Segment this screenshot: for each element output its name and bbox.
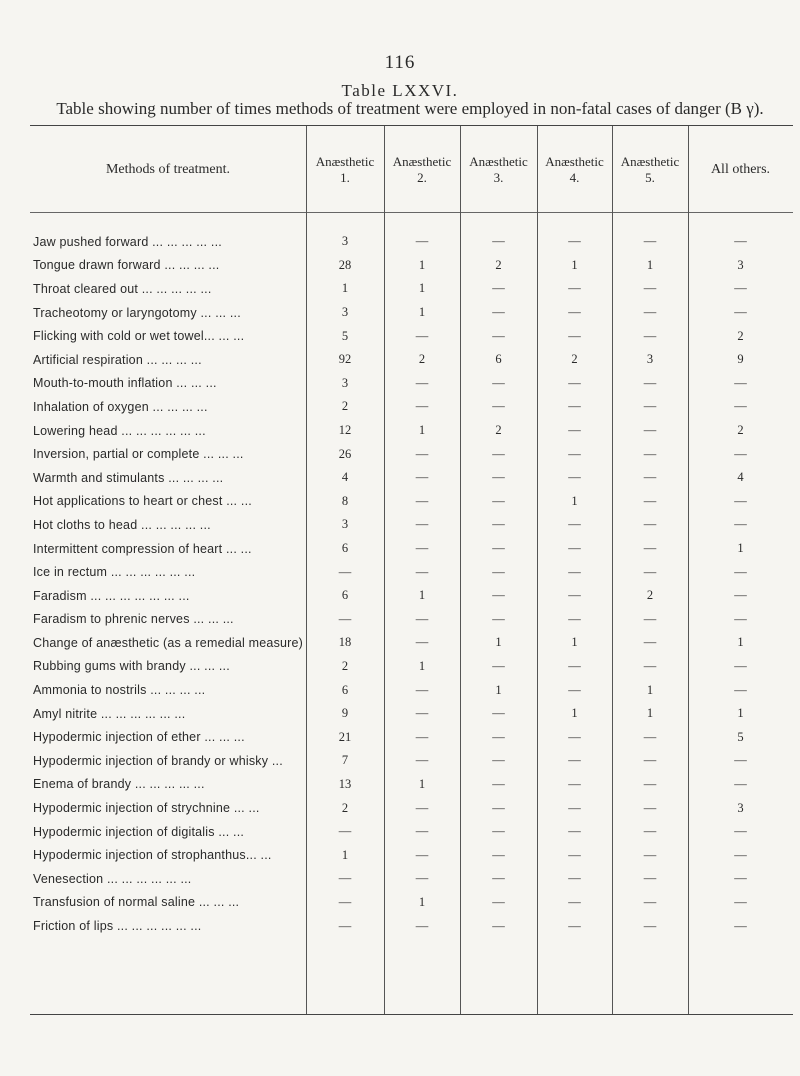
value-cell: — — [415, 729, 429, 744]
value-cell: 1 — [418, 776, 426, 791]
table-row — [30, 891, 793, 915]
value-cell: 1 — [737, 706, 744, 721]
value-cell: — — [734, 305, 747, 320]
value-cell: 9 — [341, 706, 349, 721]
table-row — [30, 466, 793, 490]
value-cell: — — [643, 305, 657, 320]
value-cell: — — [492, 706, 505, 721]
value-cell: 6 — [341, 682, 349, 697]
value-cell: — — [734, 871, 747, 886]
value-cell: 6 — [495, 352, 502, 367]
table-row — [30, 914, 793, 938]
method-label: Lowering head ... ... ... ... ... ... — [33, 423, 206, 438]
value-cell: 6 — [341, 588, 349, 603]
value-cell: — — [734, 611, 747, 626]
value-cell: — — [415, 706, 429, 721]
table-top-rule — [30, 125, 793, 126]
table-row — [30, 773, 793, 797]
value-cell: 1 — [571, 257, 578, 272]
value-cell: — — [492, 564, 505, 579]
value-cell: — — [568, 446, 581, 461]
value-cell: — — [415, 328, 429, 343]
table-row — [30, 678, 793, 702]
value-cell: — — [492, 800, 505, 815]
method-label: Friction of lips ... ... ... ... ... ... — [33, 919, 202, 934]
value-cell: — — [734, 918, 747, 933]
value-cell: 3 — [737, 800, 744, 815]
value-cell: — — [734, 564, 747, 579]
method-label: Mouth-to-mouth inflation ... ... ... — [33, 376, 217, 391]
value-cell: 1 — [418, 305, 426, 320]
value-cell: — — [415, 517, 429, 532]
method-label: Enema of brandy ... ... ... ... ... — [33, 777, 205, 792]
value-cell: 2 — [495, 257, 502, 272]
method-label: Hot cloths to head ... ... ... ... ... — [33, 517, 211, 532]
value-cell: 4 — [341, 470, 349, 485]
value-cell: — — [338, 918, 352, 933]
value-cell: — — [643, 328, 657, 343]
value-cell: — — [338, 564, 352, 579]
value-cell: — — [568, 611, 581, 626]
value-cell: 3 — [341, 305, 349, 320]
table-row — [30, 796, 793, 820]
value-cell: — — [734, 894, 747, 909]
table-row — [30, 442, 793, 466]
value-cell: — — [568, 588, 581, 603]
method-label: Warmth and stimulants ... ... ... ... — [33, 470, 224, 485]
method-label: Ice in rectum ... ... ... ... ... ... — [33, 565, 196, 580]
value-cell: — — [643, 611, 657, 626]
value-cell: 8 — [341, 493, 349, 508]
value-cell: — — [643, 281, 657, 296]
table-row — [30, 631, 793, 655]
method-label: Transfusion of normal saline ... ... ... — [33, 895, 240, 910]
value-cell: — — [415, 635, 429, 650]
value-cell: — — [338, 894, 352, 909]
value-cell: 2 — [737, 423, 744, 438]
value-cell: — — [492, 918, 505, 933]
value-cell: — — [643, 564, 657, 579]
method-label: Hot applications to heart or chest ... ... — [33, 494, 252, 509]
value-cell: 1 — [341, 281, 349, 296]
value-cell: — — [568, 305, 581, 320]
value-cell: — — [415, 541, 429, 556]
value-cell: 13 — [338, 776, 352, 791]
value-cell: — — [568, 894, 581, 909]
table-row — [30, 820, 793, 844]
value-cell: — — [568, 729, 581, 744]
table-row — [30, 702, 793, 726]
value-cell: 7 — [341, 753, 349, 768]
value-cell: — — [492, 894, 505, 909]
value-cell: — — [643, 729, 657, 744]
value-cell: — — [415, 564, 429, 579]
value-cell: — — [492, 871, 505, 886]
value-cell: — — [643, 399, 657, 414]
value-cell: — — [415, 234, 429, 249]
value-cell: — — [492, 847, 505, 862]
value-cell: — — [415, 800, 429, 815]
value-cell: — — [492, 776, 505, 791]
table-row — [30, 584, 793, 608]
value-cell: 1 — [418, 423, 426, 438]
method-label: Venesection ... ... ... ... ... ... — [33, 871, 192, 886]
value-cell: — — [734, 658, 747, 673]
value-cell: — — [643, 847, 657, 862]
table-title: Table LXXVI. — [341, 81, 459, 100]
value-cell: — — [568, 800, 581, 815]
table-row — [30, 513, 793, 537]
value-cell: — — [643, 824, 657, 839]
value-cell: — — [568, 375, 581, 390]
value-cell: 3 — [341, 234, 349, 249]
table-row — [30, 725, 793, 749]
table-bottom-rule — [30, 1014, 793, 1015]
value-cell: — — [734, 234, 747, 249]
value-cell: 2 — [571, 352, 578, 367]
value-cell: 1 — [646, 706, 654, 721]
value-cell: — — [568, 399, 581, 414]
value-cell: — — [643, 918, 657, 933]
value-cell: — — [492, 446, 505, 461]
table-row — [30, 419, 793, 443]
value-cell: 1 — [418, 588, 426, 603]
value-cell: 12 — [338, 423, 352, 438]
method-label: Tongue drawn forward ... ... ... ... — [33, 258, 220, 273]
value-cell: — — [492, 470, 505, 485]
value-cell: 1 — [737, 635, 744, 650]
value-cell: 6 — [341, 541, 349, 556]
value-cell: 1 — [571, 493, 578, 508]
value-cell: — — [643, 871, 657, 886]
value-cell: — — [734, 753, 747, 768]
value-cell: 1 — [571, 635, 578, 650]
value-cell: — — [492, 281, 505, 296]
value-cell: — — [338, 871, 352, 886]
table-row — [30, 277, 793, 301]
value-cell: — — [568, 682, 581, 697]
method-label: Tracheotomy or laryngotomy ... ... ... — [33, 305, 241, 320]
method-label: Change of anæsthetic (as a remedial measure) — [33, 635, 304, 650]
value-cell: — — [492, 588, 505, 603]
value-cell: — — [734, 847, 747, 862]
column-header-anaesthetic-1: Anæsthetic 1. — [315, 154, 375, 185]
value-cell: — — [338, 824, 352, 839]
value-cell: — — [643, 894, 657, 909]
value-cell: 18 — [338, 635, 352, 650]
method-label: Rubbing gums with brandy ... ... ... — [33, 659, 230, 674]
value-cell: — — [492, 729, 505, 744]
value-cell: — — [734, 776, 747, 791]
value-cell: — — [492, 375, 505, 390]
method-label: Inversion, partial or complete ... ... ... — [33, 447, 244, 462]
table-row — [30, 395, 793, 419]
value-cell: — — [415, 611, 429, 626]
value-cell: 3 — [646, 352, 654, 367]
value-cell: 1 — [571, 706, 578, 721]
method-label: Amyl nitrite ... ... ... ... ... ... — [33, 706, 186, 721]
method-label: Jaw pushed forward ... ... ... ... ... — [33, 234, 222, 249]
method-label: Intermittent compression of heart ... ... — [33, 541, 252, 556]
value-cell: 1 — [646, 257, 654, 272]
value-cell: — — [492, 611, 505, 626]
table-row — [30, 537, 793, 561]
column-header-anaesthetic-4: Anæsthetic 4. — [545, 154, 604, 185]
value-cell: — — [734, 517, 747, 532]
value-cell: — — [643, 234, 657, 249]
value-cell: 1 — [495, 682, 502, 697]
value-cell: 3 — [341, 375, 349, 390]
value-cell: — — [568, 564, 581, 579]
table-body — [30, 230, 793, 938]
value-cell: — — [643, 753, 657, 768]
value-cell: — — [415, 824, 429, 839]
value-cell: — — [643, 423, 657, 438]
table-row — [30, 372, 793, 396]
value-cell: — — [643, 517, 657, 532]
value-cell: — — [734, 375, 747, 390]
value-cell: — — [492, 541, 505, 556]
value-cell: — — [338, 611, 352, 626]
value-cell: — — [734, 493, 747, 508]
value-cell: — — [643, 493, 657, 508]
value-cell: — — [492, 328, 505, 343]
value-cell: 2 — [341, 658, 349, 673]
value-cell: — — [415, 446, 429, 461]
value-cell: 1 — [418, 281, 426, 296]
method-label: Throat cleared out ... ... ... ... ... — [33, 281, 212, 296]
value-cell: — — [643, 776, 657, 791]
value-cell: — — [415, 871, 429, 886]
method-label: Hypodermic injection of brandy or whisky ... — [33, 753, 283, 768]
value-cell: — — [568, 847, 581, 862]
value-cell: — — [415, 753, 429, 768]
value-cell: — — [415, 682, 429, 697]
value-cell: 1 — [737, 541, 744, 556]
method-label: Hypodermic injection of strychnine ... ... — [33, 801, 260, 816]
table-row — [30, 230, 793, 254]
table-row — [30, 560, 793, 584]
methods-header: Methods of treatment. — [105, 162, 231, 177]
table-row — [30, 867, 793, 891]
value-cell: — — [568, 517, 581, 532]
header-rule — [30, 212, 793, 213]
value-cell: — — [734, 399, 747, 414]
value-cell: 2 — [646, 588, 654, 603]
column-header-anaesthetic-2: Anæsthetic 2. — [392, 154, 452, 185]
table-row — [30, 608, 793, 632]
value-cell: — — [568, 328, 581, 343]
value-cell: — — [568, 753, 581, 768]
value-cell: — — [734, 446, 747, 461]
value-cell: — — [734, 824, 747, 839]
value-cell: 1 — [341, 847, 349, 862]
column-header-anaesthetic-3: Anæsthetic 3. — [469, 154, 528, 185]
method-label: Inhalation of oxygen ... ... ... ... — [33, 399, 208, 414]
method-label: Hypodermic injection of ether ... ... ... — [33, 730, 245, 745]
value-cell: — — [492, 234, 505, 249]
value-cell: — — [568, 918, 581, 933]
value-cell: 1 — [495, 635, 502, 650]
value-cell: 4 — [737, 470, 744, 485]
method-label: Flicking with cold or wet towel... ... ... — [33, 329, 245, 344]
value-cell: 2 — [495, 423, 502, 438]
value-cell: — — [492, 753, 505, 768]
value-cell: — — [492, 399, 505, 414]
value-cell: — — [568, 658, 581, 673]
column-header-all-others: All others. — [710, 162, 771, 177]
value-cell: 1 — [418, 894, 426, 909]
value-cell: 28 — [338, 257, 352, 272]
value-cell: 3 — [341, 517, 349, 532]
value-cell: — — [492, 658, 505, 673]
table-row — [30, 490, 793, 514]
method-label: Ammonia to nostrils ... ... ... ... — [33, 683, 206, 698]
page-number: 116 — [384, 52, 416, 73]
value-cell: — — [568, 824, 581, 839]
value-cell: — — [568, 423, 581, 438]
value-cell: 5 — [341, 328, 349, 343]
value-cell: — — [643, 541, 657, 556]
value-cell: — — [643, 635, 657, 650]
value-cell: 9 — [737, 352, 744, 367]
value-cell: 2 — [737, 328, 744, 343]
value-cell: — — [643, 375, 657, 390]
value-cell: 1 — [418, 257, 426, 272]
value-cell: 21 — [338, 729, 352, 744]
value-cell: — — [415, 399, 429, 414]
value-cell: — — [415, 470, 429, 485]
value-cell: — — [643, 470, 657, 485]
method-label: Faradism ... ... ... ... ... ... ... — [33, 588, 190, 603]
value-cell: — — [568, 776, 581, 791]
value-cell: — — [568, 234, 581, 249]
method-label: Hypodermic injection of digitalis ... ... — [33, 824, 245, 839]
table-row — [30, 843, 793, 867]
value-cell: — — [643, 800, 657, 815]
value-cell: 5 — [737, 729, 744, 744]
value-cell: 1 — [646, 682, 654, 697]
table-row — [30, 301, 793, 325]
method-label: Hypodermic injection of strophanthus... ... — [33, 848, 272, 863]
value-cell: — — [492, 824, 505, 839]
value-cell: — — [492, 517, 505, 532]
value-cell: 2 — [341, 800, 349, 815]
table-row — [30, 749, 793, 773]
value-cell: — — [415, 493, 429, 508]
value-cell: — — [568, 871, 581, 886]
value-cell: — — [734, 682, 747, 697]
value-cell: — — [734, 588, 747, 603]
table-row — [30, 655, 793, 679]
value-cell: — — [643, 446, 657, 461]
value-cell: 92 — [338, 352, 352, 367]
value-cell: — — [415, 918, 429, 933]
method-label: Artificial respiration ... ... ... ... — [33, 352, 202, 367]
value-cell: — — [734, 281, 747, 296]
table-row — [30, 324, 793, 348]
table-row — [30, 254, 793, 278]
value-cell: 2 — [418, 352, 426, 367]
value-cell: — — [415, 847, 429, 862]
column-header-anaesthetic-5: Anæsthetic 5. — [620, 154, 680, 185]
value-cell: 1 — [418, 658, 426, 673]
table-caption: Table showing number of times methods of treatment were employed in non-fatal cases of danger (B γ). — [56, 99, 764, 118]
value-cell: — — [643, 658, 657, 673]
value-cell: — — [568, 541, 581, 556]
value-cell: 2 — [341, 399, 349, 414]
value-cell: — — [492, 493, 505, 508]
value-cell: — — [492, 305, 505, 320]
value-cell: 3 — [737, 257, 744, 272]
value-cell: 26 — [338, 446, 352, 461]
value-cell: — — [568, 281, 581, 296]
table-row — [30, 348, 793, 372]
value-cell: — — [415, 375, 429, 390]
method-label: Faradism to phrenic nerves ... ... ... — [33, 612, 234, 627]
value-cell: — — [568, 470, 581, 485]
